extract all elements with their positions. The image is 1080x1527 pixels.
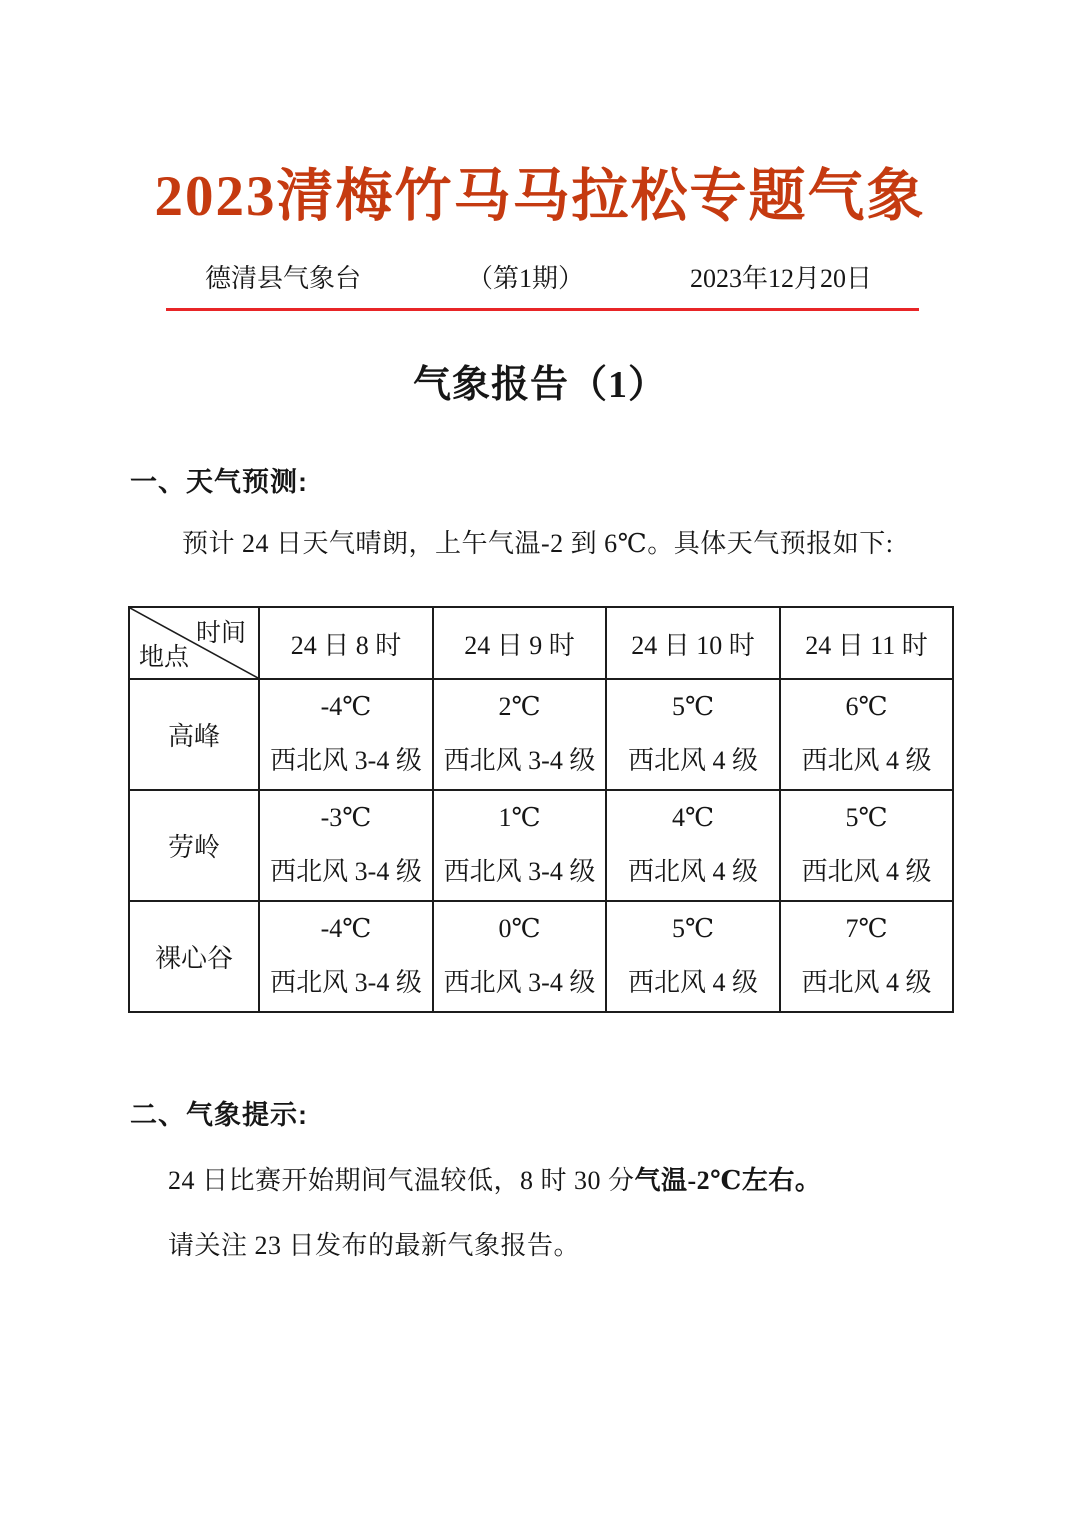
forecast-table xyxy=(128,606,954,1013)
tip-line-1 xyxy=(168,1160,960,1197)
wind-value: 西北风 4 级 xyxy=(627,857,758,887)
wind-value: 西北风 3-4 级 xyxy=(443,857,596,887)
wind-value: 西北风 4 级 xyxy=(801,746,932,776)
temperature-value: 5℃ xyxy=(671,692,715,721)
corner-label-time: 时间 xyxy=(195,620,246,647)
temperature-value: 0℃ xyxy=(498,914,541,943)
temperature-value: -4℃ xyxy=(320,692,372,721)
time-column-header: 24 日 8 时 xyxy=(259,607,433,679)
forecast-cell xyxy=(780,790,953,901)
temperature-value: -3℃ xyxy=(320,803,372,832)
report-title: 气象报告（1） xyxy=(412,364,667,406)
forecast-cell xyxy=(780,679,953,790)
location-cell: 劳岭 xyxy=(129,790,259,901)
masthead xyxy=(165,258,920,295)
time-column-header: 24 日 10 时 xyxy=(606,607,780,679)
wind-value: 西北风 3-4 级 xyxy=(270,968,422,998)
tip-line-2: 请关注 23 日发布的最新气象报告。 xyxy=(168,1231,581,1260)
time-column-header: 24 日 11 时 xyxy=(780,607,953,679)
time-column-header: 24 日 9 时 xyxy=(433,607,606,679)
location-cell: 裸心谷 xyxy=(129,901,259,1012)
masthead-divider-rule xyxy=(166,308,919,311)
location-cell: 高峰 xyxy=(129,679,259,790)
table-row xyxy=(129,790,953,901)
forecast-cell xyxy=(780,901,953,1012)
wind-value: 西北风 3-4 级 xyxy=(270,746,422,776)
temperature-value: 1℃ xyxy=(498,803,541,832)
tip-line-1-normal: 24 日比赛开始期间气温较低，8 时 30 分 xyxy=(168,1166,635,1195)
issuing-agency: 德清县气象台 xyxy=(205,264,362,293)
forecast-cell xyxy=(433,901,606,1012)
corner-header-cell xyxy=(129,607,259,679)
temperature-value: 6℃ xyxy=(845,692,888,721)
forecast-cell xyxy=(259,901,433,1012)
issue-number: （第1期） xyxy=(466,264,584,293)
forecast-cell xyxy=(606,790,780,901)
forecast-cell xyxy=(606,901,780,1012)
temperature-value: 2℃ xyxy=(498,692,541,721)
tip-line-1-bold: 气温-2℃左右。 xyxy=(634,1166,822,1195)
section2-heading: 二、气象提示: xyxy=(130,1100,308,1130)
document-title: 2023清梅竹马马拉松专题气象 xyxy=(154,165,926,228)
wind-value: 西北风 3-4 级 xyxy=(443,746,596,776)
forecast-table-body xyxy=(129,679,953,1012)
wind-value: 西北风 4 级 xyxy=(801,968,932,998)
issue-date: 2023年12月20日 xyxy=(689,264,872,293)
table-row xyxy=(129,679,953,790)
forecast-cell xyxy=(259,790,433,901)
forecast-summary-paragraph: 预计 24 日天气晴朗，上午气温-2 到 6℃。具体天气预报如下: xyxy=(182,529,894,558)
temperature-value: 5℃ xyxy=(671,914,715,943)
wind-value: 西北风 4 级 xyxy=(627,746,758,776)
temperature-value: 4℃ xyxy=(671,803,715,832)
table-header-row xyxy=(129,607,953,679)
forecast-cell xyxy=(606,679,780,790)
wind-value: 西北风 4 级 xyxy=(801,857,932,887)
section1-heading: 一、天气预测: xyxy=(130,467,308,497)
wind-value: 西北风 3-4 级 xyxy=(443,968,596,998)
corner-label-location: 地点 xyxy=(139,644,190,671)
forecast-cell xyxy=(259,679,433,790)
forecast-cell xyxy=(433,679,606,790)
table-row xyxy=(129,901,953,1012)
forecast-cell xyxy=(433,790,606,901)
temperature-value: 5℃ xyxy=(845,803,888,832)
temperature-value: 7℃ xyxy=(845,914,888,943)
wind-value: 西北风 4 级 xyxy=(627,968,758,998)
wind-value: 西北风 3-4 级 xyxy=(270,857,422,887)
temperature-value: -4℃ xyxy=(320,914,372,943)
